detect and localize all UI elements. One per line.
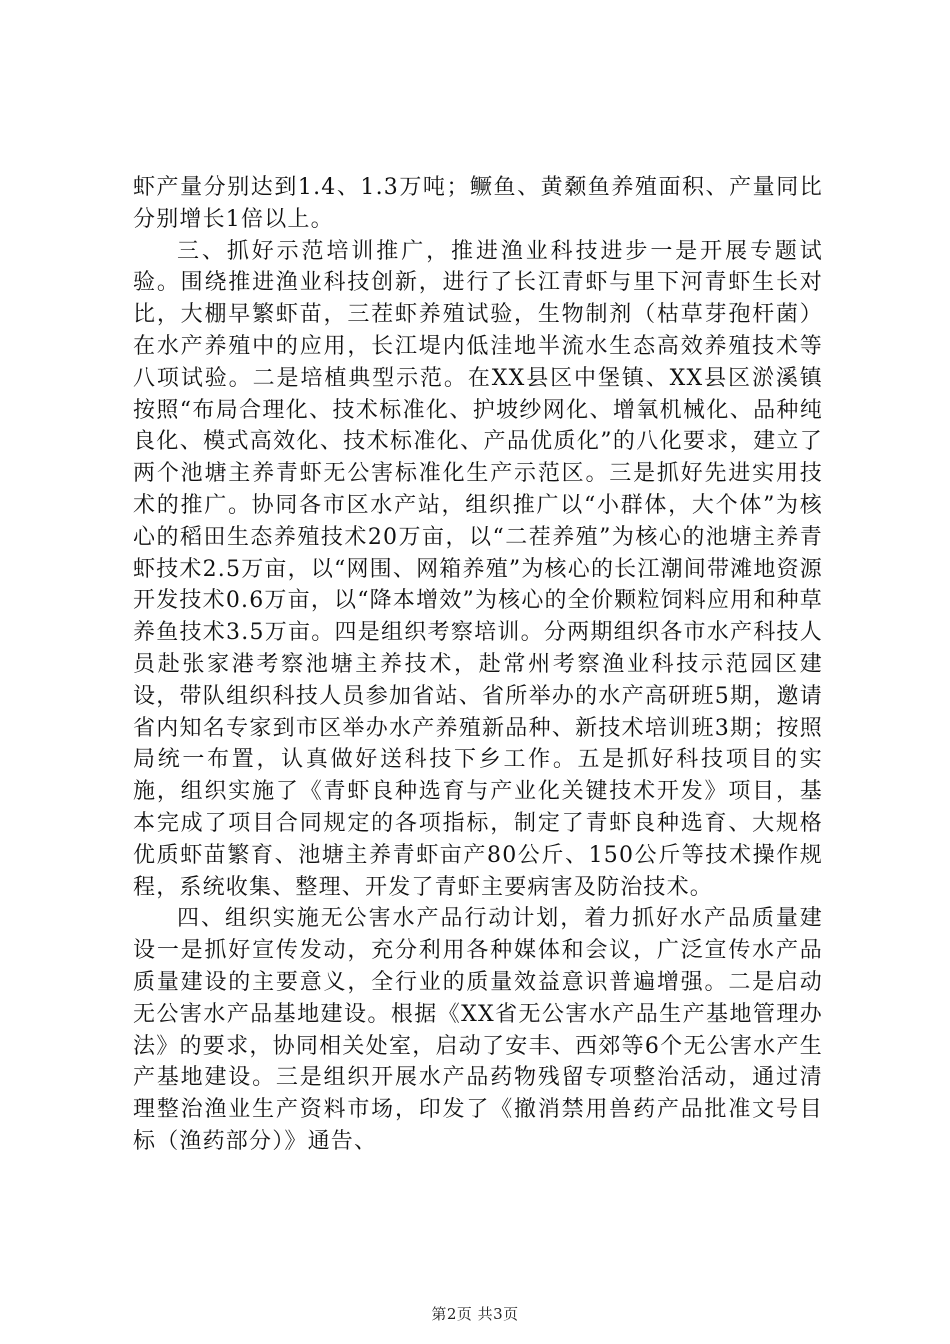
page-number-label: 第2页 共3页 bbox=[431, 1305, 519, 1323]
document-body bbox=[133, 172, 823, 1158]
paragraph-continuation: 虾产量分别达到1.4、1.3万吨；鳜鱼、黄颡鱼养殖面积、产量同比分别增长1倍以上。 bbox=[133, 175, 823, 232]
paragraph-section-four: 四、组织实施无公害水产品行动计划，着力抓好水产品质量建设一是抓好宣传发动，充分利用各种媒体和会议，广泛宣传水产品质量建设的主要意义，全行业的质量效益意识普遍增强。二是启动无公害水产品基地建设。根据《XX省无公害水产品生产基地管理办法》的要求，协同相关处室，启动了安丰、西郊等6个无公害水产生产基地建设。三是组织开展水产品药物残留专项整治活动，通过清理整治渔业生产资料市场，印发了《撤消禁用兽药产品批准文号目标（渔药部分）》通告、 bbox=[133, 906, 823, 1154]
paragraph-section-three: 三、抓好示范培训推广，推进渔业科技进步一是开展专题试验。围绕推进渔业科技创新，进行了长江青虾与里下河青虾生长对比，大棚早繁虾苗，三茬虾养殖试验，生物制剂（枯草芽孢杆菌）在水产养殖中的应用，长江堤内低洼地半流水生态高效养殖技术等八项试验。二是培植典型示范。在XX县区中堡镇、XX县区淤溪镇按照“布局合理化、技术标准化、护坡纱网化、增氧机械化、品种纯良化、模式高效化、技术标准化、产品优质化”的八化要求，建立了两个池塘主养青虾无公害标准化生产示范区。三是抓好先进实用技术的推广。协同各市区水产站，组织推广以“小群体，大个体”为核心的稻田生态养殖技术20万亩，以“二茬养殖”为核心的池塘主养青虾技术2.5万亩，以“网围、网箱养殖”为核心的长江潮间带滩地资源开发技术0.6万亩，以“降本增效”为核心的全价颗粒饲料应用和种草养鱼技术3.5万亩。四是组织考察培训。分两期组织各市水产科技人员赴张家港考察池塘主养技术，赴常州考察渔业科技示范园区建设，带队组织科技人员参加省站、省所举办的水产高研班5期，邀请省内知名专家到市区举办水产养殖新品种、新技术培训班3期；按照局统一布置，认真做好送科技下乡工作。五是抓好科技项目的实施，组织实施了《青虾良种选育与产业化关键技术开发》项目，基本完成了项目合同规定的各项指标，制定了青虾良种选育、大规格优质虾苗繁育、池塘主养青虾亩产80公斤、150公斤等技术操作规程，系统收集、整理、开发了青虾主要病害及防治技术。 bbox=[133, 238, 823, 900]
page-footer bbox=[0, 1304, 950, 1324]
